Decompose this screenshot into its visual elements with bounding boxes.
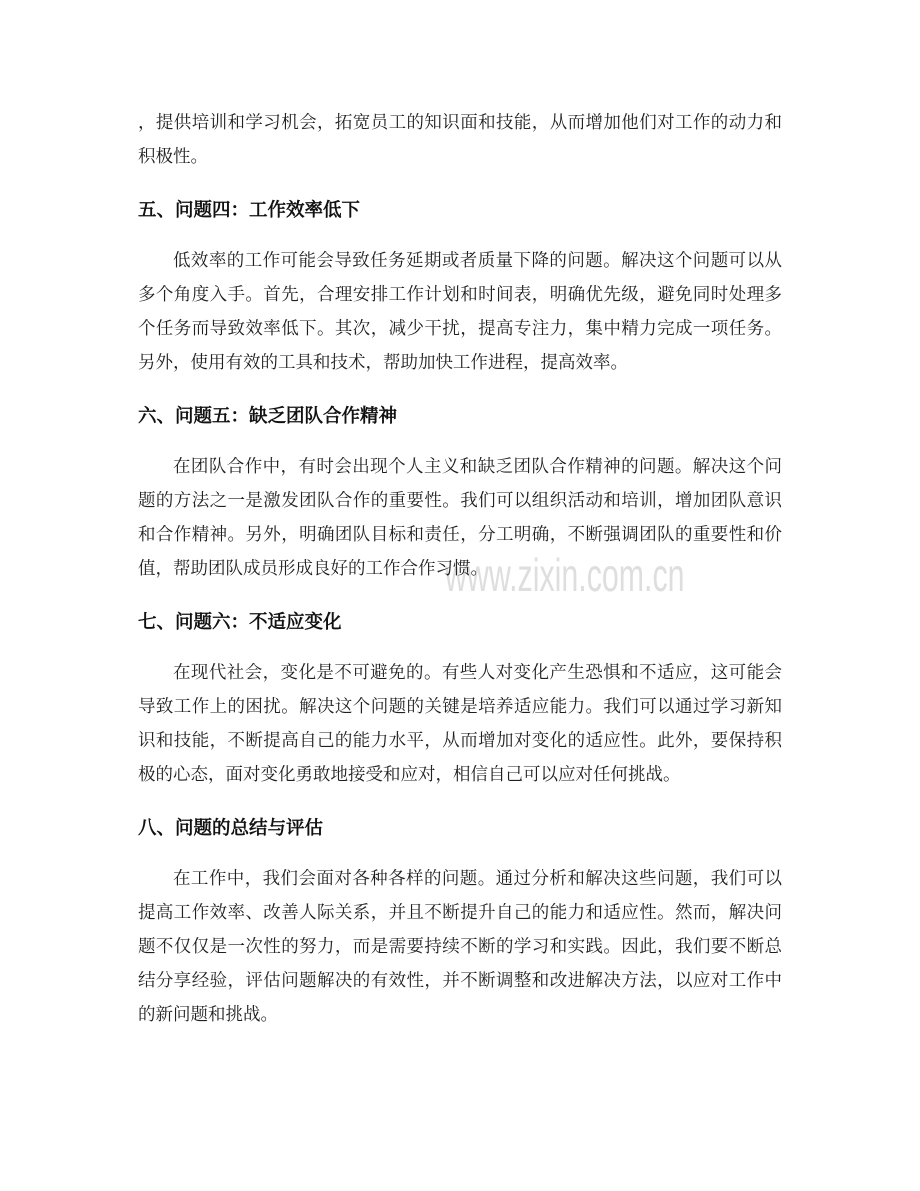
paragraph-line: 多个角度入手。首先，合理安排工作计划和时间表，明确优先级，避免同时处理多 xyxy=(138,285,782,305)
section-heading: 八、问题的总结与评估 xyxy=(138,818,324,839)
intro-paragraph xyxy=(138,106,782,174)
paragraph-line: ，提供培训和学习机会，拓宽员工的知识面和技能，从而增加他们对工作的动力和 xyxy=(138,113,782,133)
paragraph-line: 值，帮助团队成员形成良好的工作合作习惯。 xyxy=(138,559,488,579)
paragraph-line: 在现代社会，变化是不可避免的。有些人对变化产生恐惧和不适应，这可能会 xyxy=(173,663,782,683)
paragraph-line: 极的心态，面对变化勇敢地接受和应对，相信自己可以应对任何挑战。 xyxy=(138,765,681,785)
section-heading: 六、问题五：缺乏团队合作精神 xyxy=(138,406,398,427)
section-heading: 五、问题四：工作效率低下 xyxy=(138,200,361,221)
section-paragraph xyxy=(138,450,782,586)
paragraph-line: 低效率的工作可能会导致任务延期或者质量下降的问题。解决这个问题可以从 xyxy=(173,251,782,271)
paragraph-line: 题的方法之一是激发团队合作的重要性。我们可以组织活动和培训，增加团队意识 xyxy=(138,491,782,511)
section-heading: 七、问题六：不适应变化 xyxy=(138,612,342,633)
section-paragraph xyxy=(138,244,782,380)
paragraph-line: 的新问题和挑战。 xyxy=(138,1005,278,1025)
section-paragraph xyxy=(138,862,782,1032)
paragraph-line: 另外，使用有效的工具和技术，帮助加快工作进程，提高效率。 xyxy=(138,353,628,373)
paragraph-line: 导致工作上的困扰。解决这个问题的关键是培养适应能力。我们可以通过学习新知 xyxy=(138,697,782,717)
paragraph-line: 和合作精神。另外，明确团队目标和责任，分工明确，不断强调团队的重要性和价 xyxy=(138,525,782,545)
watermark: www.zixin.com.cn xyxy=(445,549,685,601)
document-page xyxy=(138,106,782,1032)
paragraph-line: 在工作中，我们会面对各种各样的问题。通过分析和解决这些问题，我们可以 xyxy=(173,869,782,889)
section-paragraph xyxy=(138,656,782,792)
paragraph-line: 提高工作效率、改善人际关系，并且不断提升自己的能力和适应性。然而，解决问 xyxy=(138,903,782,923)
paragraph-line: 识和技能，不断提高自己的能力水平，从而增加对变化的适应性。此外，要保持积 xyxy=(138,731,782,751)
paragraph-line: 结分享经验，评估问题解决的有效性，并不断调整和改进解决方法，以应对工作中 xyxy=(138,971,782,991)
paragraph-line: 在团队合作中，有时会出现个人主义和缺乏团队合作精神的问题。解决这个问 xyxy=(173,457,782,477)
paragraph-line: 积极性。 xyxy=(138,147,208,167)
paragraph-line: 题不仅仅是一次性的努力，而是需要持续不断的学习和实践。因此，我们要不断总 xyxy=(138,937,782,957)
paragraph-line: 个任务而导致效率低下。其次，减少干扰，提高专注力，集中精力完成一项任务。 xyxy=(138,319,782,339)
